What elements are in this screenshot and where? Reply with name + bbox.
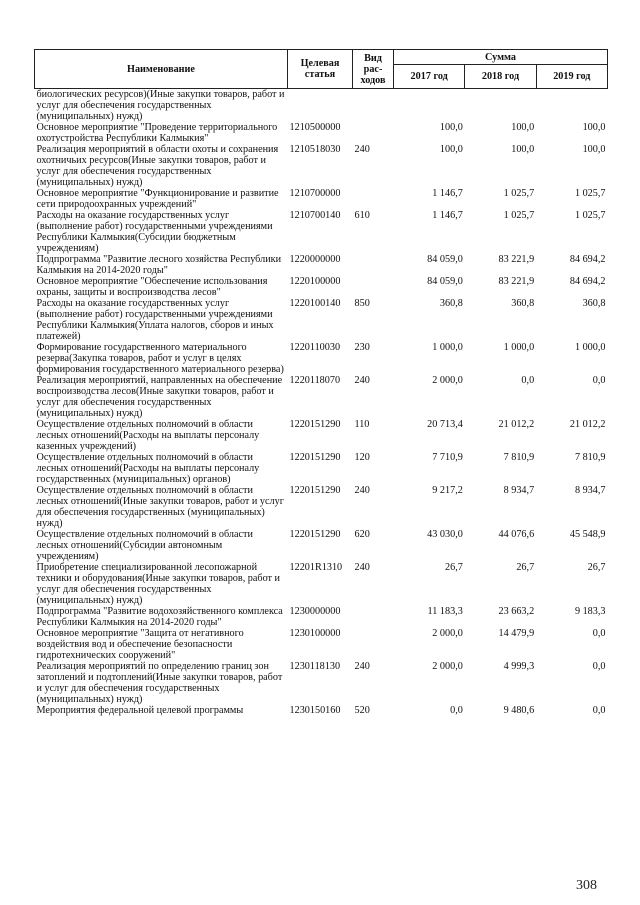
header-expense-kind: [353, 50, 394, 89]
row-expense-kind: [353, 276, 394, 298]
budget-table: [34, 49, 608, 716]
row-target-article: 1230000000: [289, 606, 341, 617]
table-row: [35, 628, 608, 661]
row-expense-kind: [353, 89, 394, 123]
row-name: Расходы на оказание государственных услуг (выполнение работ) государственными учреждениями Республики Калмыкия(Уплата налогов, сборов и иных платежей): [36, 298, 274, 342]
table-row: [35, 122, 608, 144]
row-target-article: 1210700000: [289, 188, 341, 199]
header-expense-kind-line2: рас-: [363, 63, 383, 75]
row-amount-2017: 1 146,7: [432, 210, 463, 221]
table-row: [35, 419, 608, 452]
header-year-2019: 2019 год: [536, 65, 607, 89]
row-target-article: 1220151290: [289, 529, 341, 540]
row-amount-2019: 0,0: [592, 628, 606, 639]
row-name: Мероприятия федеральной целевой программы: [36, 705, 244, 716]
row-amount-2019: 1 000,0: [574, 342, 606, 353]
row-target-article: 1220151290: [289, 452, 341, 463]
row-amount-2017: 2 000,0: [432, 375, 463, 386]
row-target-article: 1210700140: [289, 210, 341, 221]
row-name: Осуществление отдельных полномочий в области лесных отношений(Иные закупки товаров, работ и услуг для обеспечения государственных (муниципальных) нужд): [36, 485, 284, 529]
row-target-article: 1220100140: [289, 298, 341, 309]
row-amount-2019: 1 025,7: [574, 188, 606, 199]
row-target-article: [288, 89, 353, 123]
row-expense-kind: [353, 606, 394, 628]
row-name: Основное мероприятие "Обеспечение использования охраны, защиты и воспроизводства лесов": [36, 276, 268, 298]
table-row: [35, 661, 608, 705]
table-row: [35, 188, 608, 210]
row-target-article: 1210518030: [289, 144, 341, 155]
row-amount-2017: 26,7: [445, 562, 463, 573]
header-year-2018: 2018 год: [465, 65, 536, 89]
row-amount-2017: 43 030,0: [427, 529, 463, 540]
table-row: [35, 144, 608, 188]
row-target-article: 1230100000: [289, 628, 341, 639]
row-expense-kind: 240: [354, 661, 370, 672]
row-amount-2019: 26,7: [587, 562, 606, 573]
row-name: Реализация мероприятий, направленных на обеспечение воспроизводства лесов(Иные закупки товаров, работ и услуг для обеспечения государственных (муниципальных) нужд): [36, 375, 283, 419]
row-amount-2017: 20 713,4: [427, 419, 463, 430]
table-row: [35, 254, 608, 276]
row-name: биологических ресурсов)(Иные закупки товаров, работ и услуг для обеспечения государственных (муниципальных) нужд): [36, 89, 285, 122]
row-amount-2019: 0,0: [592, 705, 606, 716]
row-amount-2018: 83 221,9: [498, 276, 535, 287]
row-target-article: 1220151290: [289, 419, 341, 430]
row-amount-2018: [465, 89, 536, 123]
row-amount-2019: 100,0: [582, 122, 606, 133]
table-row: [35, 89, 608, 123]
row-target-article: 1220110030: [289, 342, 341, 353]
row-amount-2019: 8 934,7: [574, 485, 606, 496]
row-name: Формирование государственного материального резерва(Закупка товаров, работ и услуг в целях формирования государственного материального резерва): [36, 342, 284, 375]
row-name: Осуществление отдельных полномочий в области лесных отношений(Субсидии автономным учреждениям): [36, 529, 253, 562]
row-amount-2018: 23 663,2: [498, 606, 535, 617]
row-amount-2018: 9 480,6: [503, 705, 535, 716]
row-name: Осуществление отдельных полномочий в области лесных отношений(Расходы на выплаты персоналу казенных учреждений): [36, 419, 260, 452]
row-amount-2019: 84 694,2: [569, 254, 606, 265]
table-row: [35, 529, 608, 562]
row-amount-2017: 84 059,0: [427, 276, 463, 287]
row-amount-2019: 100,0: [582, 144, 606, 155]
row-amount-2017: 2 000,0: [432, 628, 463, 639]
row-amount-2019: 0,0: [592, 375, 606, 386]
row-amount-2019: 45 548,9: [569, 529, 606, 540]
row-amount-2018: 26,7: [516, 562, 535, 573]
row-name: Подпрограмма "Развитие водохозяйственного комплекса Республики Калмыкия на 2014-2020 годы": [36, 606, 283, 628]
row-amount-2017: [394, 89, 465, 123]
row-target-article: 12201R1310: [289, 562, 343, 573]
table-row: [35, 276, 608, 298]
row-amount-2018: 4 999,3: [503, 661, 535, 672]
row-amount-2017: 360,8: [439, 298, 463, 309]
row-name: Реализация мероприятий в области охоты и сохранения охотничьих ресурсов(Иные закупки товаров, работ и услуг для обеспечения государственных (муниципальных) нужд): [36, 144, 279, 188]
row-amount-2018: 360,8: [511, 298, 535, 309]
row-amount-2018: 8 934,7: [503, 485, 535, 496]
row-expense-kind: 110: [354, 419, 370, 430]
row-amount-2019: 84 694,2: [569, 276, 606, 287]
row-amount-2017: 9 217,2: [432, 485, 463, 496]
table-header: [35, 50, 608, 89]
row-expense-kind: 610: [354, 210, 370, 221]
row-amount-2019: 0,0: [592, 661, 606, 672]
row-amount-2018: 44 076,6: [498, 529, 535, 540]
table-row: [35, 375, 608, 419]
row-amount-2017: 100,0: [439, 122, 463, 133]
header-expense-kind-line3: ходов: [360, 74, 386, 86]
row-name: Подпрограмма "Развитие лесного хозяйства Республики Калмыкия на 2014-2020 годы": [36, 254, 282, 276]
table-body: [35, 89, 608, 717]
row-amount-2017: 2 000,0: [432, 661, 463, 672]
row-amount-2017: 100,0: [439, 144, 463, 155]
row-target-article: 1230118130: [289, 661, 341, 672]
row-expense-kind: 850: [354, 298, 370, 309]
header-target-article: [288, 50, 353, 89]
row-target-article: 1210500000: [289, 122, 341, 133]
row-expense-kind: [353, 122, 394, 144]
row-expense-kind: 120: [354, 452, 370, 463]
row-amount-2017: 1 146,7: [432, 188, 463, 199]
row-amount-2018: 100,0: [511, 122, 535, 133]
header-sum: Сумма: [394, 50, 608, 65]
row-name: Приобретение специализированной лесопожарной техники и оборудования(Иные закупки товаров, работ и услуг для обеспечения государственных (муниципальных) нужд): [36, 562, 280, 606]
row-target-article: 1230150160: [289, 705, 341, 716]
row-name: Основное мероприятие "Проведение территориального охотустройства Республики Калмыкия": [36, 122, 278, 144]
header-target-article-line1: Целевая: [300, 58, 340, 69]
page-number: 308: [576, 878, 597, 893]
row-amount-2019: 7 810,9: [574, 452, 606, 463]
row-expense-kind: [353, 628, 394, 661]
row-amount-2019: 9 183,3: [574, 606, 606, 617]
row-expense-kind: 240: [354, 485, 370, 496]
header-year-2017: 2017 год: [394, 65, 465, 89]
row-expense-kind: 230: [354, 342, 370, 353]
row-target-article: 1220151290: [289, 485, 341, 496]
row-amount-2018: 1 025,7: [503, 188, 535, 199]
row-target-article: 1220000000: [289, 254, 341, 265]
row-expense-kind: 240: [354, 562, 370, 573]
table-row: [35, 342, 608, 375]
row-amount-2019: 1 025,7: [574, 210, 606, 221]
row-amount-2018: 1 025,7: [503, 210, 535, 221]
row-name: Основное мероприятие "Функционирование и развитие сети природоохранных учреждений": [36, 188, 279, 210]
header-name: Наименование: [35, 50, 288, 89]
row-amount-2018: 21 012,2: [498, 419, 535, 430]
row-name: Осуществление отдельных полномочий в области лесных отношений(Расходы на выплаты персоналу государственных (муниципальных) органов): [36, 452, 260, 485]
row-amount-2018: 0,0: [521, 375, 535, 386]
row-name: Расходы на оказание государственных услуг (выполнение работ) государственными учреждениями Республики Калмыкия(Субсидии бюджетным учреждениям): [36, 210, 273, 254]
row-amount-2018: 83 221,9: [498, 254, 535, 265]
header-target-article-line2: статья: [304, 69, 336, 80]
row-expense-kind: 240: [354, 375, 370, 386]
row-name: Основное мероприятие "Защита от негативного воздействия вод и обеспечение безопасности гидротехнических сооружений": [36, 628, 244, 661]
row-target-article: 1220100000: [289, 276, 341, 287]
row-amount-2017: 11 183,3: [427, 606, 463, 617]
table-row: [35, 485, 608, 529]
table-row: [35, 562, 608, 606]
row-amount-2019: 360,8: [582, 298, 606, 309]
row-amount-2018: 100,0: [511, 144, 535, 155]
table-row: [35, 705, 608, 716]
row-amount-2018: 7 810,9: [503, 452, 535, 463]
row-amount-2017: 0,0: [450, 705, 463, 716]
row-expense-kind: 620: [354, 529, 370, 540]
row-amount-2017: 84 059,0: [427, 254, 463, 265]
table-row: [35, 210, 608, 254]
row-amount-2018: 14 479,9: [498, 628, 535, 639]
row-amount-2019: 21 012,2: [569, 419, 606, 430]
row-amount-2017: 1 000,0: [432, 342, 463, 353]
row-amount-2017: 7 710,9: [432, 452, 463, 463]
row-amount-2018: 1 000,0: [503, 342, 535, 353]
row-expense-kind: [353, 188, 394, 210]
row-amount-2019: [536, 89, 607, 123]
row-expense-kind: [353, 254, 394, 276]
row-expense-kind: 240: [354, 144, 370, 155]
row-target-article: 1220118070: [289, 375, 341, 386]
header-expense-kind-line1: Вид: [364, 52, 382, 64]
table-row: [35, 298, 608, 342]
table-row: [35, 606, 608, 628]
row-expense-kind: 520: [354, 705, 370, 716]
table-row: [35, 452, 608, 485]
row-name: Реализация мероприятий по определению границ зон затоплений и подтоплений(Иные закупки товаров, работ и услуг для обеспечения государственных (муниципальных) нужд): [36, 661, 283, 705]
